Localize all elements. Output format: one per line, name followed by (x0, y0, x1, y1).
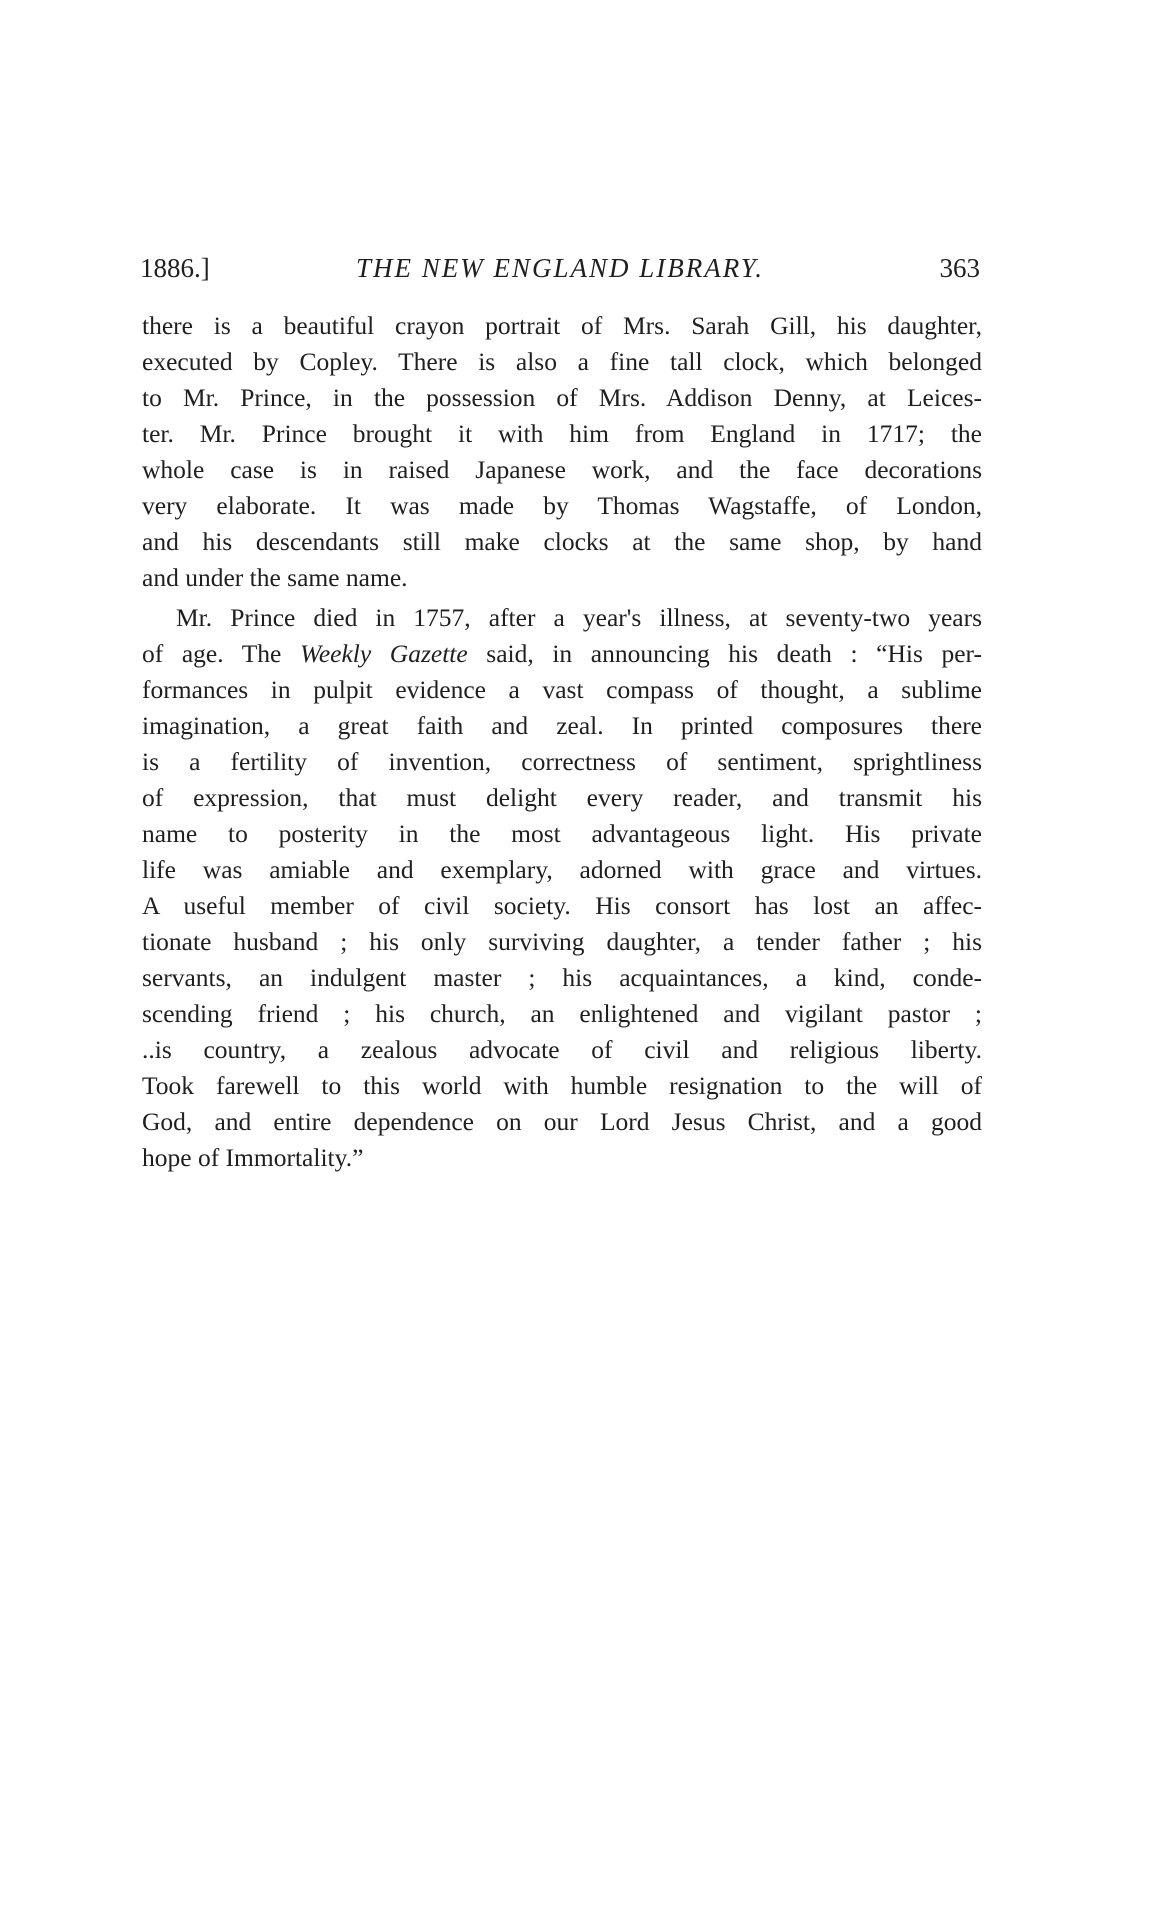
text-line: and his descendants still make clocks at the same shop, by hand (142, 527, 982, 556)
text-line: of expression, that must delight every reader, and transmit his (142, 783, 982, 812)
text-line: whole case is in raised Japanese work, and the face decorations (142, 455, 982, 484)
paragraph-2 (142, 600, 982, 1176)
text-line: ..is country, a zealous advocate of civil and religious liberty. (142, 1035, 982, 1064)
text-fragment: said, in announcing his death : “His per- (467, 639, 983, 668)
running-head-title: THE NEW ENGLAND LIBRARY. (355, 253, 765, 283)
text-line: formances in pulpit evidence a vast compass of thought, a sublime (142, 675, 982, 704)
text-line: Took farewell to this world with humble resignation to the will of (142, 1071, 982, 1100)
text-line: imagination, a great faith and zeal. In printed composures there (142, 711, 982, 740)
text-line: tionate husband ; his only surviving daughter, a tender father ; his (142, 927, 982, 956)
body-text (142, 308, 982, 1176)
running-head (140, 248, 980, 288)
text-line: very elaborate. It was made by Thomas Wagstaffe, of London, (142, 491, 982, 520)
text-line: hope of Immortality.” (142, 1143, 364, 1172)
text-line: is a fertility of invention, correctness of sentiment, sprightliness (142, 747, 982, 776)
text-line: life was amiable and exemplary, adorned with grace and virtues. (142, 855, 982, 884)
text-line: scending friend ; his church, an enlightened and vigilant pastor ; (142, 999, 982, 1028)
running-head-year: 1886.] (140, 253, 210, 283)
text-line: name to posterity in the most advantageous light. His private (142, 819, 982, 848)
newspaper-title: Weekly Gazette (299, 639, 468, 668)
text-line: to Mr. Prince, in the possession of Mrs. Addison Denny, at Leices- (142, 383, 982, 412)
text-line (142, 636, 982, 672)
text-line: servants, an indulgent master ; his acquaintances, a kind, conde- (142, 963, 982, 992)
text-line: ter. Mr. Prince brought it with him from England in 1717; the (142, 419, 982, 448)
text-fragment: of age. The (142, 639, 300, 668)
text-line: there is a beautiful crayon portrait of Mrs. Sarah Gill, his daughter, (142, 311, 982, 340)
text-line: Mr. Prince died in 1757, after a year's illness, at seventy-two years (176, 603, 982, 632)
text-line: executed by Copley. There is also a fine tall clock, which belonged (142, 347, 982, 376)
paragraph-1 (142, 308, 982, 596)
text-line: God, and entire dependence on our Lord Jesus Christ, and a good (142, 1107, 982, 1136)
text-line: and under the same name. (142, 563, 408, 592)
page-number: 363 (939, 253, 980, 283)
text-line: A useful member of civil society. His consort has lost an affec- (142, 891, 982, 920)
